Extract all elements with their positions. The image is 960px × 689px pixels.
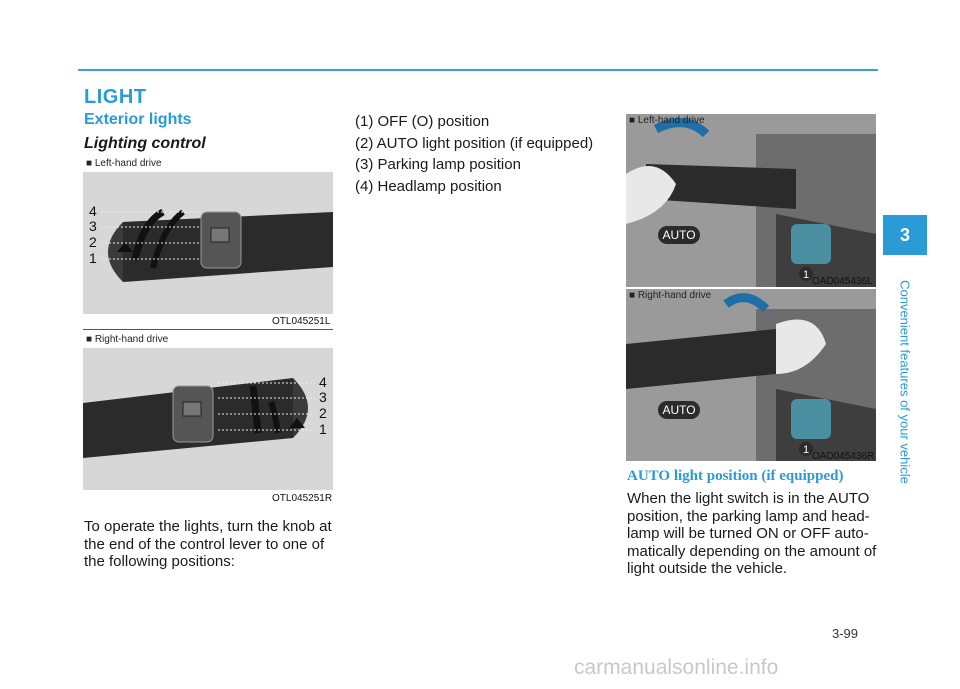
figure-code-auto-lhd: OAD045436L bbox=[812, 276, 873, 287]
subheading: Exterior lights bbox=[84, 111, 192, 128]
position-item: (1) OFF (O) position bbox=[355, 113, 490, 130]
top-rule bbox=[78, 69, 878, 71]
intro-paragraph: To operate the lights, turn the knob at the end of the control lever to one of the following positions: bbox=[84, 518, 332, 570]
auto-illustration-lhd bbox=[626, 114, 876, 287]
figure-label-auto-lhd: ■ Left-hand drive bbox=[629, 115, 705, 126]
figure-auto-lhd bbox=[626, 114, 876, 287]
figure-label-lhd: ■ Left-hand drive bbox=[86, 158, 162, 169]
auto-heading: AUTO light position (if equipped) bbox=[627, 468, 844, 484]
auto-illustration-rhd bbox=[626, 289, 876, 461]
figure-label-rhd: ■ Right-hand drive bbox=[86, 334, 168, 345]
subheading-italic: Lighting control bbox=[84, 135, 206, 152]
lever-number: 2 bbox=[319, 405, 327, 421]
chapter-tab: 3 bbox=[883, 215, 927, 255]
lever-number: 2 bbox=[89, 234, 97, 250]
chapter-title: Convenient features of your vehicle bbox=[897, 280, 913, 484]
marker-number: 1 bbox=[802, 269, 810, 281]
chapter-side-title bbox=[883, 262, 927, 502]
lever-illustration-rhd bbox=[83, 348, 333, 490]
figure-code-lhd: OTL045251L bbox=[272, 316, 331, 327]
marker-number: 1 bbox=[802, 444, 810, 456]
lever-number: 1 bbox=[319, 421, 327, 437]
position-item: (3) Parking lamp position bbox=[355, 156, 521, 173]
figure-code-auto-rhd: OAD045436R bbox=[812, 451, 875, 462]
lever-number: 4 bbox=[319, 374, 327, 390]
figure-auto-rhd bbox=[626, 289, 876, 461]
position-item: (4) Headlamp position bbox=[355, 178, 502, 195]
figure-label-auto-rhd: ■ Right-hand drive bbox=[629, 290, 711, 301]
lever-illustration-lhd bbox=[83, 172, 333, 314]
auto-badge: AUTO bbox=[662, 403, 696, 417]
figure-code-rhd: OTL045251R bbox=[272, 493, 333, 504]
lever-number: 3 bbox=[89, 218, 97, 234]
lever-number: 1 bbox=[89, 250, 97, 266]
auto-badge: AUTO bbox=[662, 228, 696, 242]
figure-lever-lhd bbox=[83, 172, 333, 314]
lever-number: 4 bbox=[89, 203, 97, 219]
lever-number: 3 bbox=[319, 389, 327, 405]
position-item: (2) AUTO light position (if equipped) bbox=[355, 135, 594, 152]
watermark: carmanualsonline.info bbox=[574, 656, 779, 679]
figure-divider bbox=[83, 329, 333, 330]
page-number: 3-99 bbox=[832, 626, 859, 641]
figure-lever-rhd bbox=[83, 348, 333, 490]
section-title: LIGHT bbox=[84, 86, 147, 108]
auto-paragraph: When the light switch is in the AUTO position, the parking lamp and head-lamp will be turned ON or OFF auto-matically depending on the amount of light outside the vehicle. bbox=[627, 490, 877, 577]
